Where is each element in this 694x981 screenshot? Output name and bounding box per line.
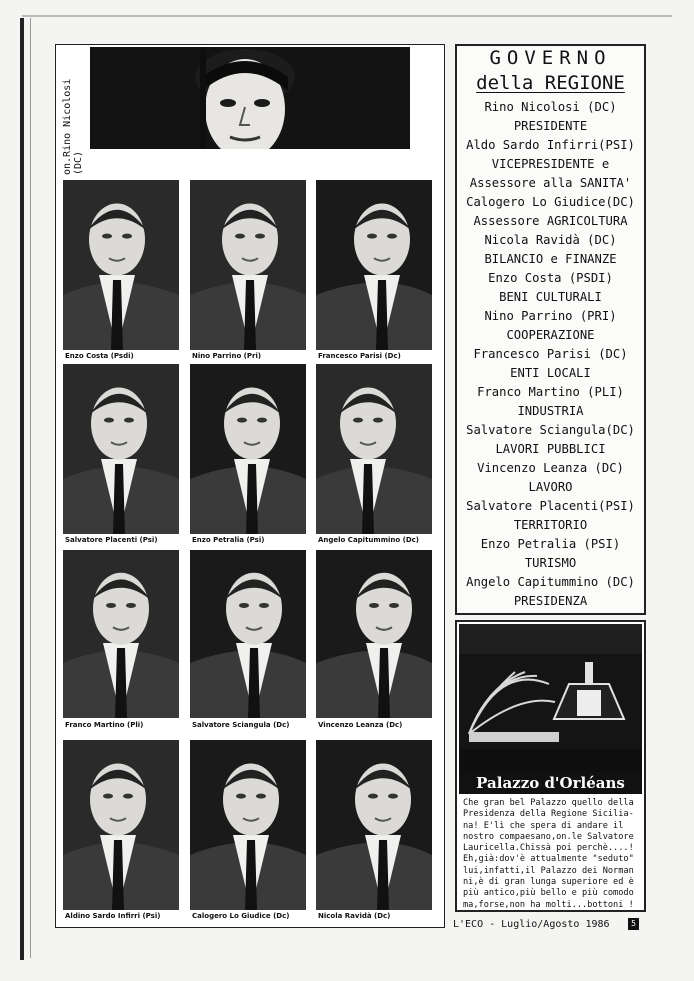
government-title: GOVERNO — [489, 47, 612, 69]
orleans-title: Palazzo d'Orléans — [476, 774, 625, 792]
government-line: Vincenzo Leanza (DC) — [477, 461, 624, 475]
portrait-caption: Enzo Petralia (Psi) — [192, 536, 265, 544]
palazzo-orleans-photo — [459, 624, 642, 794]
government-line: Angelo Capitummino (DC) — [466, 575, 635, 589]
government-subtitle — [457, 71, 644, 95]
portrait-photo — [63, 364, 179, 534]
portrait-caption: Franco Martino (Pli) — [65, 721, 144, 729]
government-line: Assessore AGRICOLTURA — [473, 214, 628, 228]
portrait-caption: Aldino Sardo Infirri (Psi) — [65, 912, 161, 920]
government-line: Rino Nicolosi (DC) — [484, 100, 617, 114]
government-line: Francesco Parisi (DC) — [473, 347, 628, 361]
orleans-text-line: più antico,più bello e più comodo — [463, 888, 634, 899]
orleans-box — [455, 620, 646, 912]
orleans-text — [463, 798, 641, 911]
government-line: ENTI LOCALI — [510, 366, 591, 380]
portrait-caption: Francesco Parisi (Dc) — [318, 352, 401, 360]
government-box — [455, 44, 646, 615]
portrait-caption: Salvatore Sciangula (Dc) — [192, 721, 290, 729]
government-line: Calogero Lo Giudice(DC) — [466, 195, 635, 209]
government-line: LAVORI PUBBLICI — [495, 442, 606, 456]
government-line: Aldo Sardo Infirri(PSI) — [466, 138, 635, 152]
page-left-rule — [30, 18, 31, 958]
portrait-photo — [63, 180, 179, 350]
portrait-photo — [316, 740, 432, 910]
government-line: PRESIDENTE — [513, 119, 588, 133]
government-line: Enzo Costa (PSDI) — [488, 271, 613, 285]
page-left-border — [20, 18, 24, 960]
top-photo-caption: on.Rino Nicolosi (DC) — [62, 78, 84, 175]
footer-issue: L'ECO - Luglio/Agosto 1986 — [453, 919, 610, 930]
government-line: Salvatore Placenti(PSI) — [466, 499, 635, 513]
government-list — [457, 98, 644, 611]
orleans-text-line: Eh,già:dov'è attualmente "seduto" — [463, 854, 634, 865]
portrait-caption: Enzo Costa (Psdi) — [65, 352, 134, 360]
government-line: Franco Martino (PLI) — [477, 385, 624, 399]
portrait-photo — [63, 740, 179, 910]
orleans-text-line: lui,infatti,il Palazzo dei Norman — [463, 865, 634, 876]
government-line: Enzo Petralia (PSI) — [480, 537, 621, 551]
top-photo-rino-nicolosi — [90, 47, 410, 149]
portrait-photo — [63, 550, 179, 718]
portrait-photo — [316, 364, 432, 534]
government-line: INDUSTRIA — [517, 404, 584, 418]
orleans-text-line: Che gran bel Palazzo quello della — [463, 798, 634, 808]
portrait-caption: Calogero Lo Giudice (Dc) — [192, 912, 290, 920]
page-number: 5 — [628, 918, 639, 930]
orleans-text-line: Presidenza della Regione Sicilia- — [463, 809, 634, 820]
page-top-rule — [22, 15, 672, 17]
government-line: BILANCIO e FINANZE — [484, 252, 617, 266]
government-line: COOPERAZIONE — [506, 328, 595, 342]
portrait-photo — [190, 550, 306, 718]
government-subtitle-text: della REGIONE — [476, 72, 625, 94]
portrait-caption: Salvatore Placenti (Psi) — [65, 536, 158, 544]
portrait-photo — [316, 180, 432, 350]
portrait-photo — [190, 740, 306, 910]
government-line: BENI CULTURALI — [499, 290, 602, 304]
government-line: Nino Parrino (PRI) — [484, 309, 617, 323]
orleans-text-line: ni,è di gran lunga superiore ed è — [463, 877, 634, 888]
orleans-text-line: ma,forse,non ha molti...bottoni ! — [463, 899, 634, 910]
portrait-photo — [316, 550, 432, 718]
portrait-caption: Angelo Capitummino (Dc) — [318, 536, 419, 544]
orleans-text-line: Lauricella.Chissà poi perchè....! — [463, 843, 634, 854]
government-line: TERRITORIO — [513, 518, 588, 532]
portrait-caption: Nino Parrino (Pri) — [192, 352, 262, 360]
government-line: Salvatore Sciangula(DC) — [466, 423, 635, 437]
government-line: PRESIDENZA — [513, 594, 588, 608]
government-line: VICEPRESIDENTE e — [491, 157, 610, 171]
portrait-caption: Vincenzo Leanza (Dc) — [318, 721, 403, 729]
portrait-photo — [190, 180, 306, 350]
government-line: TURISMO — [524, 556, 577, 570]
orleans-text-line: na! E'lì che spera di andare il — [463, 820, 624, 831]
government-line: Nicola Ravidà (DC) — [484, 233, 617, 247]
government-line: LAVORO — [528, 480, 573, 494]
government-line: Assessore alla SANITA' — [469, 176, 632, 190]
portrait-caption: Nicola Ravidà (Dc) — [318, 912, 391, 920]
orleans-text-line: nostro compaesano,on.le Salvatore — [463, 831, 634, 842]
portrait-photo — [190, 364, 306, 534]
